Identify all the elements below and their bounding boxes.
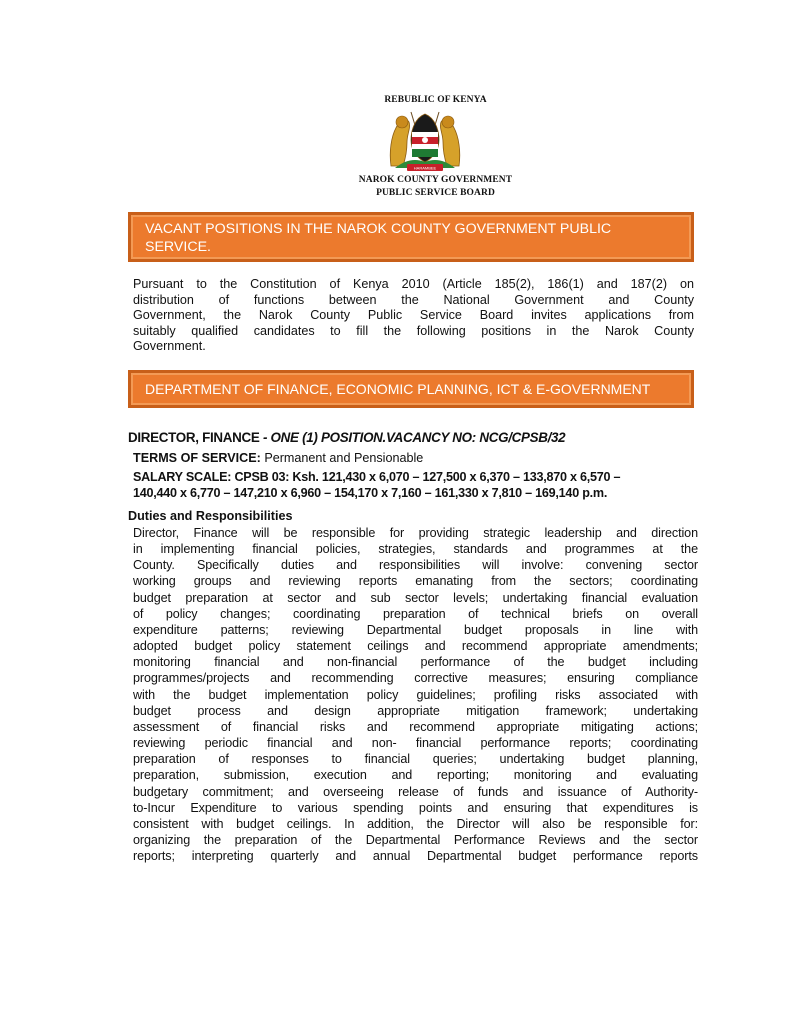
department-banner [128,370,694,408]
duties-line: budgetary commitment; and overseeing release of funds and issuance of Authority- [133,784,698,799]
terms-value: Permanent and Pensionable [260,451,424,465]
duties-line: Director, Finance will be responsible for providing strategic leadership and direction [133,526,698,540]
republic-heading: REBUBLIC OF KENYA [384,95,487,105]
intro-line: Pursuant to the Constitution of Kenya 2010 (Article 185(2), 186(1) and 187(2) on [133,277,694,291]
vacancies-banner [128,212,694,262]
coat-of-arms-emblem [385,108,465,174]
intro-paragraph [133,277,694,355]
intro-line: distribution of functions between the National Government and County [133,292,694,307]
intro-line: Government, the Narok County Public Service Board invites applications from [133,308,694,322]
salary-line: SALARY SCALE: CPSB 03: Ksh. 121,430 x 6,070 – 127,500 x 6,370 – 133,870 x 6,570 – [133,470,621,484]
duties-line: organizing the preparation of the Departmental Performance Reviews and the sector [133,832,698,847]
duties-line: preparation, submission, execution and reporting; monitoring and evaluating [133,768,698,783]
position-name: DIRECTOR, FINANCE [128,430,260,445]
position-title [128,430,728,445]
duties-paragraph [133,525,698,864]
salary-scale [133,470,698,501]
duties-line: adopted budget policy statement ceilings and recommend appropriate amendments; [133,639,698,654]
duties-line: preparation of responses to financial queries; undertaking budget planning, [133,752,698,767]
duties-line: monitoring financial and non-financial performance of the budget including [133,655,698,670]
duties-line: of policy changes; coordinating preparation of technical briefs on overall [133,606,698,621]
duties-line: reports; interpreting quarterly and annual Departmental budget performance reports [133,849,698,864]
duties-line: programmes/projects and recommending corrective measures; ensuring compliance [133,671,698,686]
duties-line: working groups and reviewing reports emanating from the sectors; coordinating [133,574,698,589]
duties-line: consistent with budget ceilings. In addition, the Director will also be responsible for: [133,816,698,831]
duties-line: in implementing financial policies, strategies, standards and programmes at the [133,542,698,557]
terms-of-service [133,451,423,465]
terms-label: TERMS OF SERVICE: [133,451,261,465]
county-government-heading: NAROK COUNTY GOVERNMENT [358,175,513,185]
duties-line: to-Incur Expenditure to various spending points and ensuring that expenditures is [133,800,698,815]
duties-line: budget preparation at sector and sub sector levels; undertaking financial evaluation [133,590,698,605]
intro-line: suitably qualified candidates to fill the following positions in the Narok County [133,323,694,338]
duties-line: budget process and design appropriate mitigation framework; undertaking [133,703,698,718]
intro-line: Government. [133,339,206,353]
public-service-board-heading: PUBLIC SERVICE BOARD [376,188,495,198]
vacancies-banner-text: VACANT POSITIONS IN THE NAROK COUNTY GOVERNMENT PUBLIC SERVICE. [145,221,612,255]
position-vacancy-detail: - ONE (1) POSITION.VACANCY NO: NCG/CPSB/32 [259,430,566,445]
duties-heading: Duties and Responsibilities [128,509,293,523]
department-banner-text: DEPARTMENT OF FINANCE, ECONOMIC PLANNING, ICT & E-GOVERNMENT [145,381,651,397]
duties-line: assessment of financial risks and recommend appropriate mitigating actions; [133,719,698,734]
duties-line: reviewing periodic financial and non- financial performance reports; coordinating [133,736,698,751]
salary-line: 140,440 x 6,770 – 147,210 x 6,960 – 154,170 x 7,160 – 161,330 x 7,810 – 169,140 p.m. [133,485,608,500]
motto-text: HARAMBEE [413,165,437,171]
duties-line: with the budget implementation policy guidelines; profiling risks associated with [133,687,698,702]
duties-line: expenditure patterns; reviewing Departmental budget proposals in line with [133,622,698,637]
duties-line: County. Specifically duties and responsibilities will involve: convening sector [133,558,698,573]
